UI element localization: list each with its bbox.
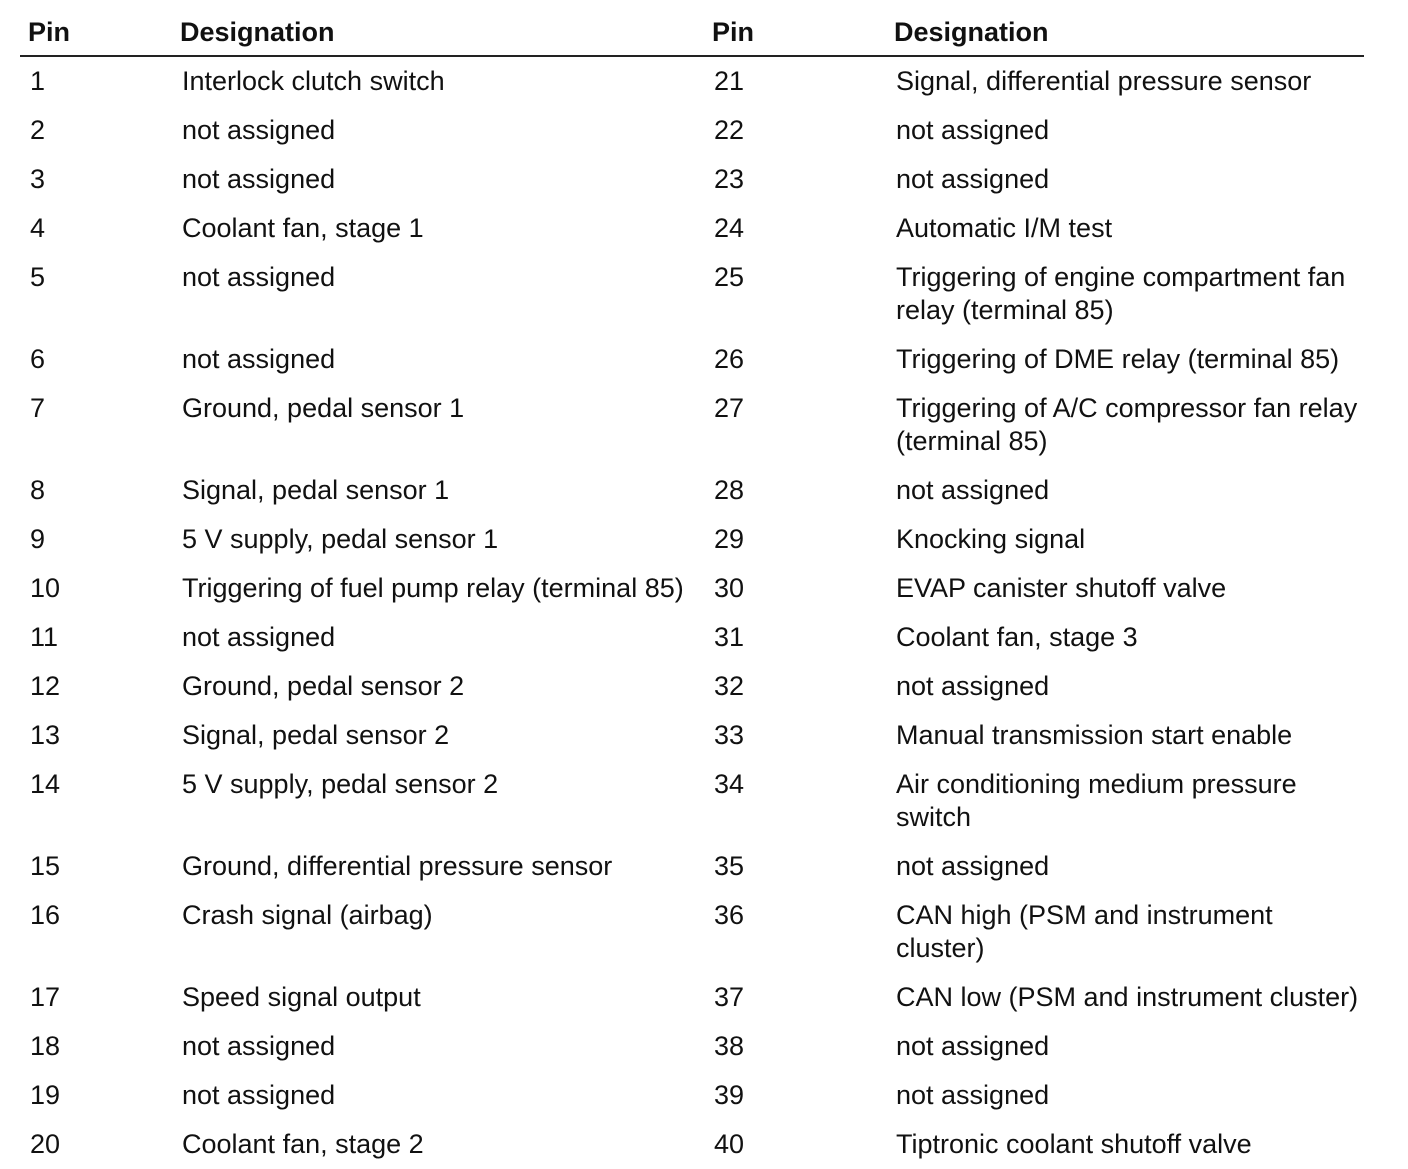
designation-right-cell: Coolant fan, stage 3	[896, 622, 1138, 652]
designation-right-cell: Signal, differential pressure sensor	[896, 66, 1312, 96]
pin-left-cell: 9	[30, 524, 46, 554]
pin-right-cell: 25	[714, 262, 745, 292]
designation-left-cell: Triggering of fuel pump relay (terminal 85)	[182, 573, 684, 603]
pin-left-cell: 16	[30, 900, 61, 930]
designation-left-cell: Ground, differential pressure sensor	[182, 851, 613, 881]
pin-left-cell: 10	[30, 573, 61, 603]
pin-right-cell: 32	[714, 671, 745, 701]
table-row	[20, 56, 1364, 106]
pin-right-cell: 29	[714, 524, 745, 554]
pin-left-cell: 1	[30, 66, 46, 96]
table-header-row	[20, 12, 1364, 56]
table-row	[20, 106, 1364, 155]
designation-left-cell: Ground, pedal sensor 1	[182, 393, 465, 423]
designation-right-cell: not assigned	[896, 1031, 1050, 1061]
table-row	[20, 384, 1364, 466]
pin-left-cell: 4	[30, 213, 46, 243]
table-row	[20, 155, 1364, 204]
header-designation-right: Designation	[884, 12, 1364, 56]
designation-left-cell: Coolant fan, stage 1	[182, 213, 424, 243]
table-row	[20, 564, 1364, 613]
pin-right-cell: 33	[714, 720, 745, 750]
designation-left-cell: not assigned	[182, 262, 336, 292]
table-row	[20, 204, 1364, 253]
designation-left-cell: Crash signal (airbag)	[182, 900, 433, 930]
pin-left-cell: 13	[30, 720, 61, 750]
designation-right-cell: CAN low (PSM and instrument cluster)	[896, 982, 1359, 1012]
designation-right-cell: Knocking signal	[896, 524, 1086, 554]
pin-left-cell: 11	[30, 622, 59, 652]
designation-right-cell: Triggering of A/C compressor fan relay (terminal 85)	[896, 393, 1358, 456]
designation-right-cell: Automatic I/M test	[896, 213, 1113, 243]
pin-left-cell: 6	[30, 344, 46, 374]
header-pin-right: Pin	[702, 12, 884, 56]
pin-left-cell: 7	[30, 393, 46, 423]
designation-right-cell: not assigned	[896, 164, 1050, 194]
table-body	[20, 56, 1364, 1169]
designation-left-cell: 5 V supply, pedal sensor 1	[182, 524, 499, 554]
designation-right-cell: EVAP canister shutoff valve	[896, 573, 1227, 603]
designation-right-cell: CAN high (PSM and instrument cluster)	[896, 900, 1273, 963]
designation-right-cell: Air conditioning medium pressure switch	[896, 769, 1297, 832]
designation-left-cell: not assigned	[182, 622, 336, 652]
pin-left-cell: 19	[30, 1080, 61, 1110]
table-row	[20, 973, 1364, 1022]
pin-left-cell: 8	[30, 475, 46, 505]
pin-right-cell: 34	[714, 769, 745, 799]
pin-right-cell: 23	[714, 164, 745, 194]
designation-right-cell: Tiptronic coolant shutoff valve	[896, 1129, 1252, 1159]
pin-right-cell: 35	[714, 851, 745, 881]
pin-left-cell: 20	[30, 1129, 61, 1159]
pin-right-cell: 31	[714, 622, 745, 652]
table-row	[20, 1022, 1364, 1071]
designation-right-cell: Triggering of DME relay (terminal 85)	[896, 344, 1340, 374]
pin-right-cell: 26	[714, 344, 745, 374]
designation-right-cell: Manual transmission start enable	[896, 720, 1293, 750]
designation-left-cell: Interlock clutch switch	[182, 66, 445, 96]
pin-left-cell: 2	[30, 115, 46, 145]
table-row	[20, 842, 1364, 891]
pin-left-cell: 5	[30, 262, 46, 292]
pin-right-cell: 38	[714, 1031, 745, 1061]
table-row	[20, 335, 1364, 384]
designation-left-cell: not assigned	[182, 1080, 336, 1110]
pin-right-cell: 39	[714, 1080, 745, 1110]
pin-right-cell: 36	[714, 900, 745, 930]
designation-left-cell: not assigned	[182, 115, 336, 145]
designation-left-cell: Signal, pedal sensor 1	[182, 475, 450, 505]
pin-right-cell: 22	[714, 115, 745, 145]
table-row	[20, 891, 1364, 973]
pin-right-cell: 21	[714, 66, 745, 96]
designation-right-cell: Triggering of engine compartment fan relay (terminal 85)	[896, 262, 1346, 325]
designation-left-cell: not assigned	[182, 164, 336, 194]
table-row	[20, 760, 1364, 842]
designation-right-cell: not assigned	[896, 475, 1050, 505]
pin-right-cell: 27	[714, 393, 745, 423]
table-row	[20, 613, 1364, 662]
pin-left-cell: 17	[30, 982, 61, 1012]
pin-right-cell: 40	[714, 1129, 745, 1159]
pin-left-cell: 14	[30, 769, 61, 799]
table-row	[20, 1120, 1364, 1169]
designation-left-cell: Speed signal output	[182, 982, 421, 1012]
designation-right-cell: not assigned	[896, 671, 1050, 701]
table-row	[20, 1071, 1364, 1120]
designation-left-cell: 5 V supply, pedal sensor 2	[182, 769, 499, 799]
table-row	[20, 662, 1364, 711]
table-row	[20, 711, 1364, 760]
designation-left-cell: not assigned	[182, 344, 336, 374]
designation-right-cell: not assigned	[896, 1080, 1050, 1110]
table-row	[20, 253, 1364, 335]
table-row	[20, 515, 1364, 564]
pin-left-cell: 18	[30, 1031, 61, 1061]
designation-left-cell: not assigned	[182, 1031, 336, 1061]
pin-right-cell: 37	[714, 982, 745, 1012]
designation-right-cell: not assigned	[896, 115, 1050, 145]
designation-right-cell: not assigned	[896, 851, 1050, 881]
pin-left-cell: 3	[30, 164, 46, 194]
pin-assignment-table	[20, 12, 1364, 1169]
header-pin-left: Pin	[20, 12, 170, 56]
pin-left-cell: 15	[30, 851, 61, 881]
designation-left-cell: Signal, pedal sensor 2	[182, 720, 450, 750]
pin-left-cell: 12	[30, 671, 61, 701]
header-designation-left: Designation	[170, 12, 702, 56]
pin-right-cell: 24	[714, 213, 745, 243]
designation-left-cell: Coolant fan, stage 2	[182, 1129, 424, 1159]
table-row	[20, 466, 1364, 515]
pin-right-cell: 30	[714, 573, 745, 603]
designation-left-cell: Ground, pedal sensor 2	[182, 671, 465, 701]
pin-right-cell: 28	[714, 475, 745, 505]
